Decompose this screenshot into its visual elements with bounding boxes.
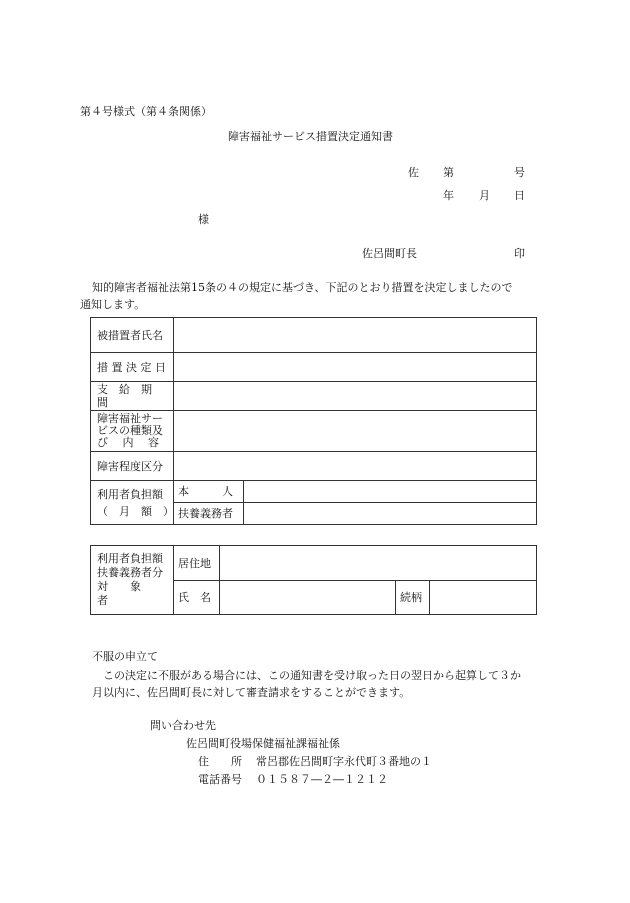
contact-heading: 問い合わせ先 (150, 719, 216, 732)
body-paragraph (80, 279, 550, 313)
label-residence: 居住地 (174, 546, 220, 581)
ref-prefix: 佐 (408, 166, 419, 179)
value-recipient-name (174, 318, 537, 353)
supporter-table (90, 545, 537, 615)
decision-table (90, 317, 537, 525)
value-decision-date (174, 353, 537, 382)
address-label: 住 所 (198, 755, 242, 768)
value-self (244, 481, 537, 503)
sender-name: 佐呂間町長 (362, 247, 417, 260)
table-row (91, 481, 537, 503)
objection-line-2: 月以内に、佐呂間町長に対して審査請求をすることができます。 (92, 686, 411, 699)
phone-value: ０１５８７―２―１２１２ (256, 773, 388, 786)
body-line-1: 知的障害者福祉法第15条の４の規定に基づき、下記のとおり措置を決定しましたので (92, 281, 513, 294)
label-service-type-line-2: ビスの種類及 (97, 424, 163, 437)
label-supporter-target-line-3: 対 象 者 (97, 580, 163, 607)
date-year: 年 (443, 189, 454, 202)
objection-paragraph (92, 667, 552, 701)
table-row (91, 546, 537, 581)
label-supporter: 扶養義務者 (174, 503, 244, 525)
label-supporter-target (91, 546, 174, 615)
addressee-sama: 様 (198, 213, 209, 226)
label-supporter-target-line-2: 扶養義務者分 (97, 566, 163, 579)
value-relation (430, 581, 537, 615)
value-payment-period (174, 382, 537, 411)
label-service-type-line-1: 障害福祉サー (97, 412, 163, 425)
objection-line-1: この決定に不服がある場合には、この通知書を受け取った日の翌日から起算して３か (103, 669, 521, 682)
label-payment-period: 支 給 期 間 (91, 382, 174, 411)
table-row (91, 411, 537, 452)
ref-go: 号 (514, 166, 525, 179)
value-disability-level (174, 452, 537, 481)
label-recipient-name: 被措置者氏名 (91, 318, 174, 353)
body-line-2: 通知します。 (80, 298, 146, 311)
label-decision-date: 措 置 決 定 日 (91, 353, 174, 382)
table-row (91, 452, 537, 481)
contact-office: 佐呂間町役場保健福祉課福祉係 (186, 737, 340, 750)
objection-heading: 不服の申立て (92, 650, 158, 663)
label-service-type-line-3: び 内 容 (97, 436, 159, 449)
label-self: 本 人 (174, 481, 244, 503)
label-name: 氏 名 (174, 581, 220, 615)
seal-mark: 印 (514, 247, 525, 260)
label-user-burden (91, 481, 174, 525)
value-name (220, 581, 396, 615)
label-user-burden-line-2: （ 月 額 ） (97, 504, 174, 518)
form-label: 第４号様式（第４条関係） (80, 105, 212, 118)
date-day: 日 (514, 189, 525, 202)
label-user-burden-line-1: 利用者負担額 (97, 487, 163, 501)
label-relation: 続柄 (396, 581, 430, 615)
ref-dai: 第 (443, 166, 454, 179)
table-row (91, 318, 537, 353)
document-title: 障害福祉サービス措置決定通知書 (228, 130, 393, 143)
value-service-type (174, 411, 537, 452)
date-month: 月 (479, 189, 490, 202)
phone-label: 電話番号 (198, 773, 242, 786)
label-disability-level: 障害程度区分 (91, 452, 174, 481)
address-value: 常呂郡佐呂間町字永代町３番地の１ (256, 755, 432, 768)
label-supporter-target-line-1: 利用者負担額 (97, 552, 163, 565)
value-supporter (244, 503, 537, 525)
table-row (91, 382, 537, 411)
table-row (91, 353, 537, 382)
value-residence (220, 546, 537, 581)
label-service-type (91, 411, 174, 452)
